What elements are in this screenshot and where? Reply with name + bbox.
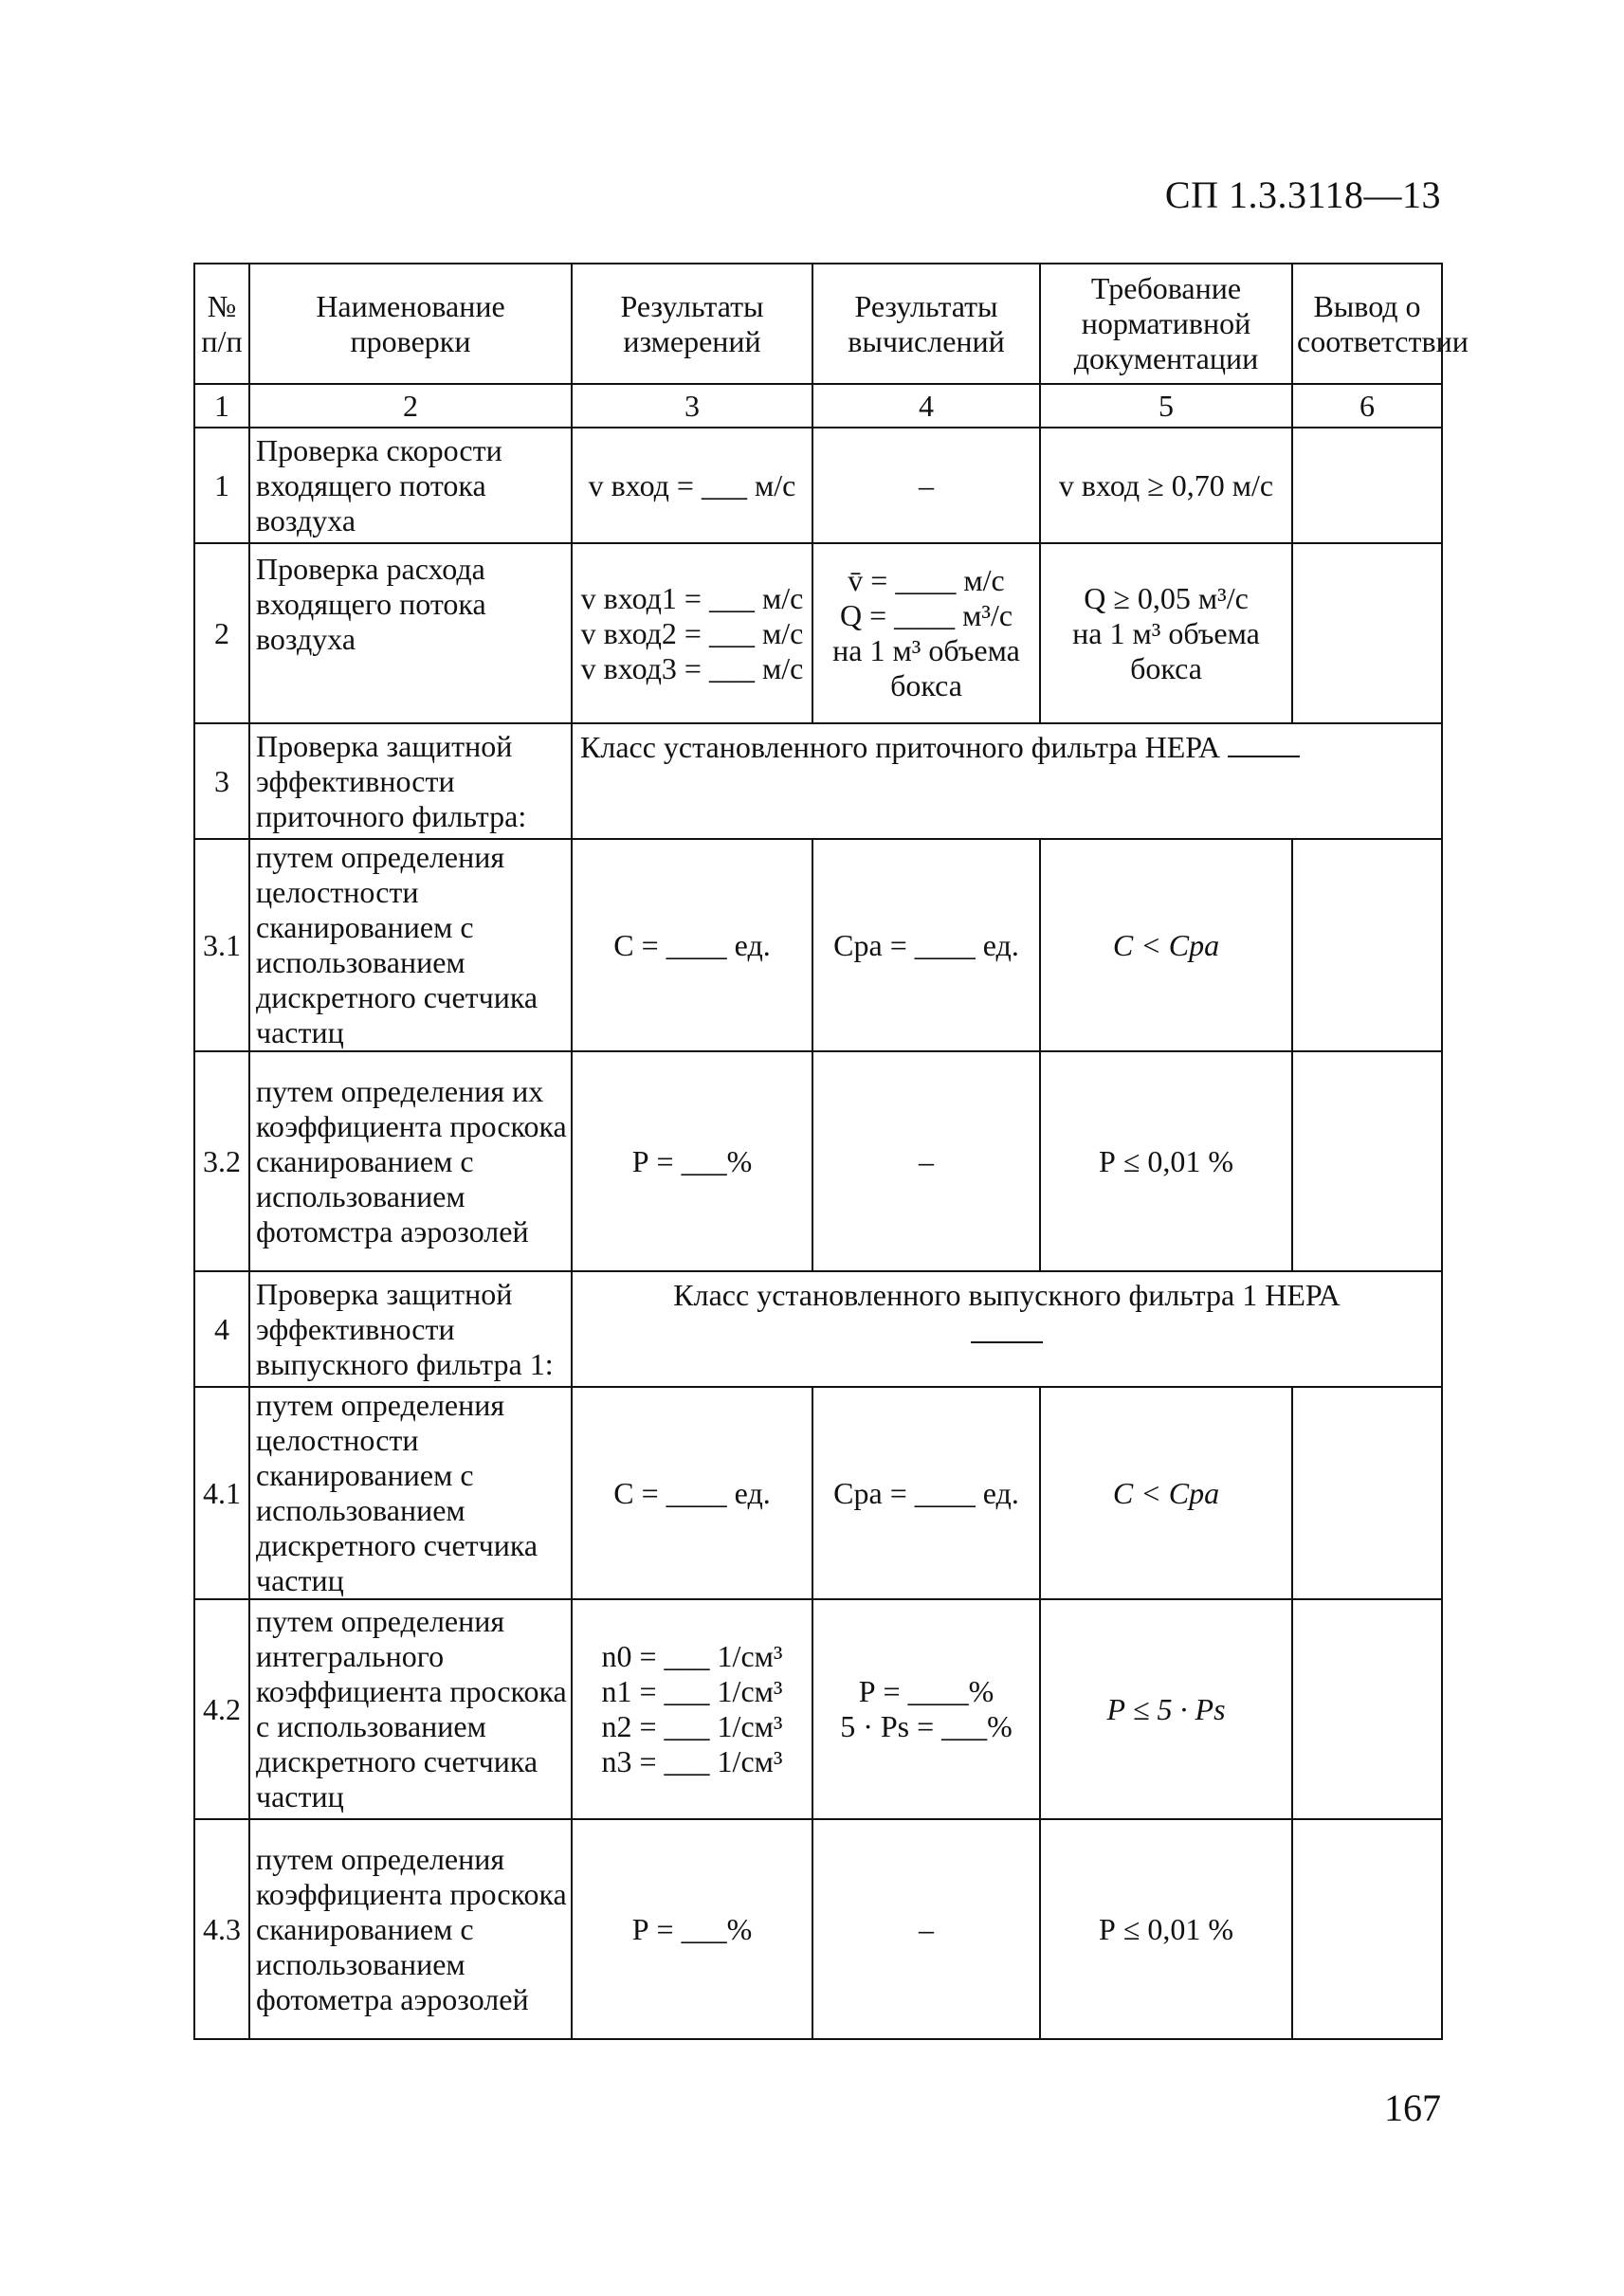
check-name: путем определения их коэффициента проскока сканированием с использованием фотомстра аэрозолей <box>249 1051 572 1271</box>
calculation-line: Cра = ____ ед. <box>833 927 1019 962</box>
blank-line <box>1228 731 1300 757</box>
table-row <box>194 428 1442 543</box>
conclusion-cell <box>1292 428 1442 543</box>
calculation-line: Cра = ____ ед. <box>833 1475 1019 1510</box>
blank-line <box>971 1317 1043 1343</box>
row-number: 4.1 <box>194 1387 249 1599</box>
calculation-cell <box>812 1387 1040 1599</box>
table-row <box>194 1387 1442 1599</box>
header-cell-number: № п/п <box>194 264 249 384</box>
check-name: путем определения целостности сканированием с использованием дискретного счетчика частиц <box>249 1387 572 1599</box>
row-number: 3.1 <box>194 839 249 1051</box>
measurement-cell <box>572 428 812 543</box>
requirement-cell <box>1040 1599 1292 1819</box>
check-name: путем определения целостности сканированием с использованием дискретного счетчика частиц <box>249 839 572 1051</box>
table-row <box>194 1271 1442 1387</box>
requirement-cell <box>1040 839 1292 1051</box>
calculation-line: на 1 м³ объема бокса <box>832 633 1020 702</box>
requirement-line: Q ≥ 0,05 м³/с <box>1084 580 1249 615</box>
measurement-line: С = ____ ед. <box>613 1475 771 1510</box>
check-name: путем определения коэффициента проскока сканированием с использованием фотометра аэрозолей <box>249 1819 572 2039</box>
requirement-cell <box>1040 543 1292 723</box>
check-name: Проверка скорости входящего потока воздуха <box>249 428 572 543</box>
row-number: 2 <box>194 543 249 723</box>
column-number: 2 <box>249 384 572 428</box>
requirement-cell <box>1040 1387 1292 1599</box>
table-row <box>194 723 1442 839</box>
requirement-line: на 1 м³ объема <box>1072 615 1260 650</box>
verification-table <box>193 263 1469 2040</box>
conclusion-cell <box>1292 543 1442 723</box>
check-name: путем определения интегрального коэффициента проскока с использованием дискретного счетчика частиц <box>249 1599 572 1819</box>
requirement-line: v вход ≥ 0,70 м/с <box>1058 467 1274 502</box>
calculation-line: v̄ = ____ м/с <box>848 563 1005 597</box>
table-row <box>194 1819 1442 2039</box>
calculation-line: – <box>919 1911 934 1946</box>
requirement-line: Р ≤ 0,01 % <box>1098 1911 1233 1946</box>
measurement-cell <box>572 1819 812 2039</box>
measurement-cell <box>572 839 812 1051</box>
conclusion-cell <box>1292 1819 1442 2039</box>
conclusion-cell <box>1292 1387 1442 1599</box>
check-name: Проверка расхода входящего потока воздуха <box>249 543 572 723</box>
header-cell-calculations: Результаты вычислений <box>812 264 1040 384</box>
column-number-row <box>194 384 1442 428</box>
calculation-line: – <box>919 467 934 502</box>
calculation-cell <box>812 428 1040 543</box>
calculation-line: Q = ____ м³/с <box>839 598 1013 632</box>
requirement-line: C < Cра <box>1112 1475 1220 1510</box>
header-cell-requirement: Требование нормативной документации <box>1040 264 1292 384</box>
filter-class-cell <box>572 1271 1442 1387</box>
header-cell-measurements: Результаты измерений <box>572 264 812 384</box>
requirement-cell <box>1040 1819 1292 2039</box>
table-row <box>194 839 1442 1051</box>
measurement-line: n0 = ___ 1/см³ <box>601 1639 783 1673</box>
calculation-cell <box>812 1599 1040 1819</box>
conclusion-cell <box>1292 839 1442 1051</box>
requirement-line: Р ≤ 0,01 % <box>1098 1143 1233 1178</box>
measurement-cell <box>572 1599 812 1819</box>
measurement-line: Р = ___% <box>631 1143 753 1178</box>
requirement-line: Р ≤ 5 · Рs <box>1106 1691 1226 1726</box>
filter-class-label: Класс установленного выпускного фильтра 1 НЕРА <box>673 1278 1341 1312</box>
column-number: 1 <box>194 384 249 428</box>
measurement-cell <box>572 1051 812 1271</box>
table-header-row <box>194 264 1442 384</box>
check-name: Проверка защитной эффективности выпускного фильтра 1: <box>249 1271 572 1387</box>
row-number: 4.3 <box>194 1819 249 2039</box>
calculation-line: – <box>919 1143 934 1178</box>
header-cell-conclusion: Вывод о соответствии <box>1292 264 1442 384</box>
calculation-line: Р = ____% <box>858 1674 994 1708</box>
requirement-line: C < Cра <box>1112 927 1220 962</box>
measurement-line: n1 = ___ 1/см³ <box>601 1674 783 1708</box>
row-number: 1 <box>194 428 249 543</box>
measurement-cell <box>572 543 812 723</box>
filter-class-label: Класс установленного приточного фильтра НЕРА <box>580 730 1221 764</box>
column-number: 3 <box>572 384 812 428</box>
calculation-cell <box>812 1051 1040 1271</box>
filter-class-cell <box>572 723 1442 839</box>
calculation-cell <box>812 1819 1040 2039</box>
measurement-line: С = ____ ед. <box>613 927 771 962</box>
column-number: 4 <box>812 384 1040 428</box>
check-name: Проверка защитной эффективности приточного фильтра: <box>249 723 572 839</box>
measurement-line: v вход = ___ м/с <box>588 467 796 502</box>
header-cell-name: Наименование проверки <box>249 264 572 384</box>
row-number: 3 <box>194 723 249 839</box>
column-number: 5 <box>1040 384 1292 428</box>
requirement-cell <box>1040 1051 1292 1271</box>
table-row <box>194 1051 1442 1271</box>
measurement-line: v вход1 = ___ м/с <box>580 580 804 615</box>
table-row <box>194 1599 1442 1819</box>
calculation-line: 5 · Рs = ___% <box>840 1709 1013 1743</box>
table-row <box>194 543 1442 723</box>
calculation-cell <box>812 543 1040 723</box>
row-number: 3.2 <box>194 1051 249 1271</box>
measurement-cell <box>572 1387 812 1599</box>
conclusion-cell <box>1292 1051 1442 1271</box>
requirement-cell <box>1040 428 1292 543</box>
calculation-cell <box>812 839 1040 1051</box>
measurement-line: Р = ___% <box>631 1911 753 1946</box>
measurement-line: n3 = ___ 1/см³ <box>601 1744 783 1778</box>
requirement-line: бокса <box>1130 650 1202 685</box>
document-code: СП 1.3.3118—13 <box>1164 173 1441 216</box>
measurement-line: n2 = ___ 1/см³ <box>601 1709 783 1743</box>
conclusion-cell <box>1292 1599 1442 1819</box>
column-number: 6 <box>1292 384 1442 428</box>
row-number: 4 <box>194 1271 249 1387</box>
page-number: 167 <box>1384 2086 1441 2129</box>
measurement-line: v вход2 = ___ м/с <box>580 615 804 650</box>
row-number: 4.2 <box>194 1599 249 1819</box>
measurement-line: v вход3 = ___ м/с <box>580 650 804 685</box>
